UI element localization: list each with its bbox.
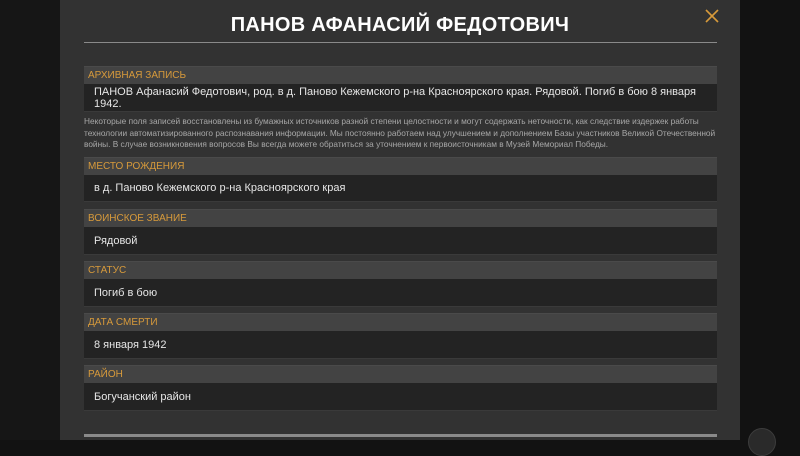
rank-body (84, 227, 717, 255)
archive-record-header: АРХИВНАЯ ЗАПИСЬ (84, 66, 717, 84)
district-section (84, 365, 717, 411)
birthplace-header: МЕСТО РОЖДЕНИЯ (84, 157, 717, 175)
district-body (84, 383, 717, 411)
disclaimer-note: Некоторые поля записей восстановлены из бумажных источников разной степени целостности и могут содержать неточности, как следствие издержек работы технологии автоматизированного распознавания информации. Мы постоянно работаем над улучшением и дополнением Базы участников Великой Отечественной войны. В случае возникновения вопросов Вы всегда можете обратиться за уточнением к первоисточникам в Музей Мемориал Победы. (84, 116, 716, 149)
backdrop-right (740, 0, 800, 440)
death-date-section (84, 313, 717, 359)
birthplace-section (84, 157, 717, 202)
status-body (84, 279, 717, 307)
archive-record-text (84, 84, 717, 112)
person-name-title: ПАНОВ АФАНАСИЙ ФЕДОТОВИЧ (230, 14, 570, 36)
backdrop-left (0, 0, 60, 440)
bottom-divider (84, 434, 717, 437)
birthplace-body (84, 175, 717, 202)
title-divider (84, 42, 717, 43)
status-header: СТАТУС (84, 261, 717, 279)
rank-value: Рядовой (94, 234, 138, 247)
district-value: Богучанский район (94, 390, 192, 403)
death-date-value: 8 января 1942 (94, 338, 167, 351)
rank-header: ВОИНСКОЕ ЗВАНИЕ (84, 209, 717, 227)
archive-record-value: ПАНОВ Афанасий Федотович, род. в д. Паново Кежемского р-на Красноярского края. Рядовой. Погиб в бою 8 января 1942. (94, 85, 696, 110)
rank-section (84, 209, 717, 255)
record-modal (60, 0, 740, 440)
district-header: РАЙОН (84, 365, 717, 383)
death-date-header: ДАТА СМЕРТИ (84, 313, 717, 331)
scroll-up-button[interactable] (748, 428, 776, 456)
status-section (84, 261, 717, 307)
birthplace-value: в д. Паново Кежемского р-на Красноярского края (94, 182, 346, 194)
status-value: Погиб в бою (94, 286, 158, 299)
death-date-body (84, 331, 717, 359)
archive-record-section (84, 66, 717, 112)
